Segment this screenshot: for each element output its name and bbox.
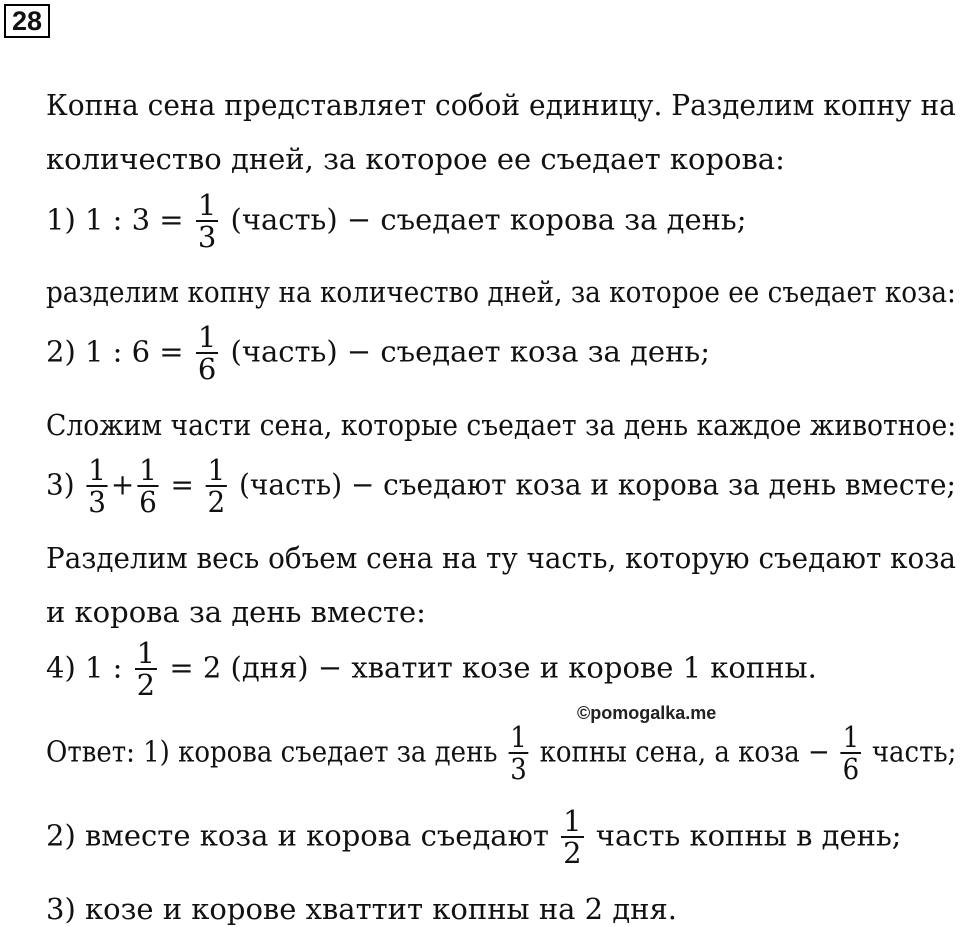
numerator: 1 [88,453,107,487]
fraction [561,806,583,869]
task-number: 28 [4,4,50,38]
denominator: 3 [197,220,217,255]
step-1-prefix: 1) 1 : 3 = [46,202,184,237]
answer-line-1 [46,722,956,785]
numerator: 1 [510,720,527,754]
step-4-prefix: 4) 1 : [46,650,123,685]
fraction [841,722,861,785]
step-1 [46,190,747,253]
denominator: 6 [842,752,860,787]
watermark: ©pomogalka.me [577,703,717,723]
fraction [206,455,228,518]
denominator: 6 [197,352,217,387]
numerator: 1 [842,720,860,754]
fraction [135,638,157,701]
between-1-2: разделим копну на количество дней, за которое ее съедает коза: [46,275,956,309]
denominator: 3 [88,485,107,520]
between-2-3: Сложим части сена, которые съедает за день каждое животное: [46,408,957,442]
answer-2-prefix: 2) вместе коза и корова съедают [46,818,549,853]
numerator: 1 [563,804,582,838]
between-3-4-line-1: Разделим весь объем сена на ту часть, которую съедают коза [46,541,956,575]
answer-1-prefix: Ответ: 1) корова съедает за день [46,734,498,769]
answer-2-suffix: часть копны в день; [595,818,902,853]
intro-line-2: количество дней, за которое ее съедает корова: [46,142,785,176]
step-4 [46,638,817,701]
denominator: 2 [563,836,582,871]
equals-sign: = [170,467,194,502]
step-3 [46,455,956,518]
denominator: 3 [510,752,527,787]
numerator: 1 [197,188,217,222]
fraction [196,190,218,253]
answer-1-suffix: часть; [871,734,957,769]
fraction [86,455,108,518]
step-3-suffix: (часть) − съедают коза и корова за день вместе; [238,467,956,502]
answer-1-mid: копны сена, а коза − [539,734,830,769]
step-2 [46,322,710,385]
step-1-suffix: (часть) − съедает корова за день; [230,202,747,237]
between-3-4-line-2: и корова за день вместе: [46,595,426,629]
step-4-suffix: = 2 (дня) − хватит козе и корове 1 копны. [169,650,817,685]
step-2-prefix: 2) 1 : 6 = [46,334,184,369]
numerator: 1 [136,636,156,670]
plus-sign: + [110,467,135,502]
numerator: 1 [207,453,226,487]
answer-line-3: 3) козе и корове хваттит копны на 2 дня. [46,892,678,926]
fraction [196,322,218,385]
fraction [137,455,159,518]
denominator: 2 [136,668,156,703]
fraction [509,722,529,785]
step-3-prefix: 3) [46,467,75,502]
numerator: 1 [139,453,157,487]
numerator: 1 [197,320,217,354]
denominator: 6 [139,485,157,520]
denominator: 2 [207,485,226,520]
intro-line-1: Копна сена представляет собой единицу. Разделим копну на [46,88,956,122]
step-2-suffix: (часть) − съедает коза за день; [230,334,710,369]
answer-line-2 [46,806,902,869]
